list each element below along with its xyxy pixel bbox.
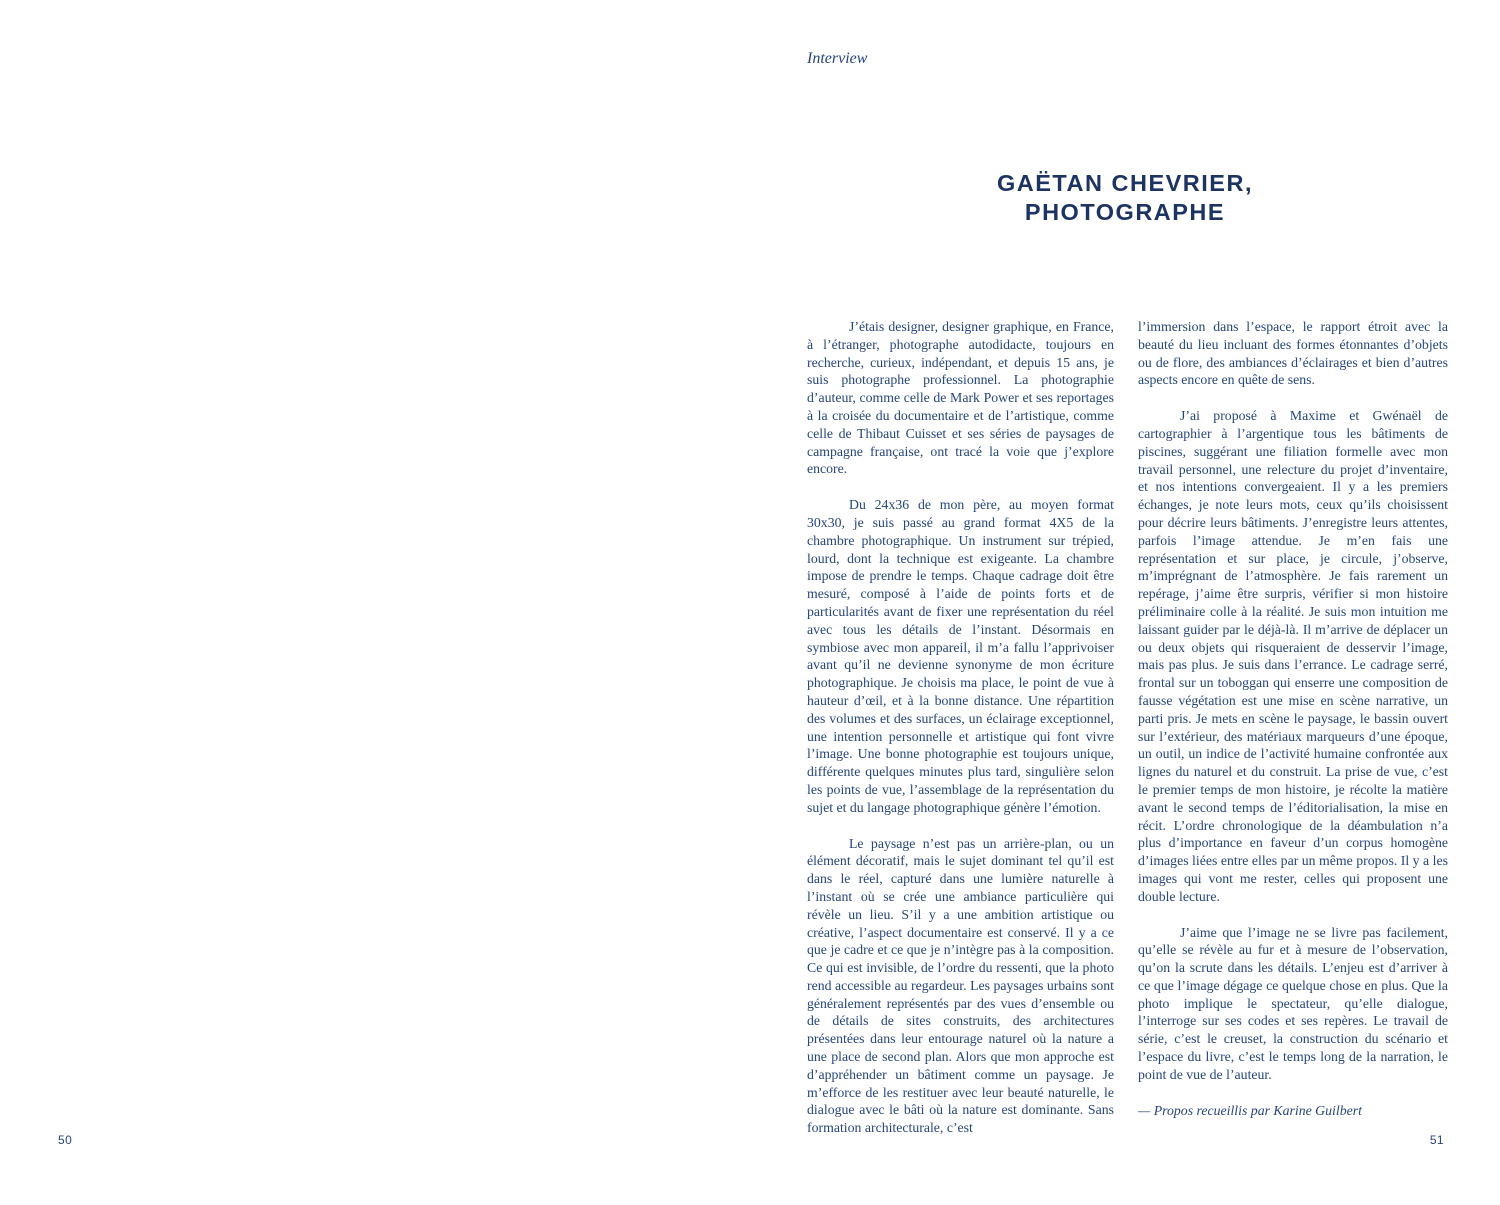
text-column-left bbox=[807, 318, 1114, 1155]
paragraph: J’aime que l’image ne se livre pas facilement, qu’elle se révèle au fur et à mesure de l’observation, qu’on la scrute dans les détails. L’enjeu est d’arriver à ce que l’image dégage ce quelque chose en plus. Que la photo implique le spectateur, qu’elle dialogue, l’interroge sur ses codes et ses repères. Le travail de série, c’est le creuset, la construction du scénario et l’espace du livre, c’est le temps long de la narration, le point de vue de l’auteur. bbox=[1138, 924, 1448, 1082]
paragraph: Le paysage n’est pas un arrière-plan, ou un élément décoratif, mais le sujet dominant tel qu’il est dans le réel, capturé dans une lumière naturelle à l’instant où se crée une ambiance particulière qui révèle un lieu. S’il y a une ambition artistique ou créative, l’aspect documentaire est conservé. Il y a ce que je cadre et ce que je n’intègre pas à la composition. Ce qui est invisible, de l’ordre du ressenti, que la photo rend accessible au regardeur. Les paysages urbains sont généralement représentés par des vues d’ensemble ou de détails de sites construits, des architectures présentées dans leur entourage naturel où la nature a une place de second plan. Alors que mon approche est d’appréhender un bâtiment comme un paysage. Je m’efforce de les restituer avec leur beauté naturelle, le dialogue avec le bâti où la nature est dominante. Sans formation architecturale, c’est bbox=[807, 835, 1114, 1136]
article-title-line1: GAËTAN CHEVRIER, bbox=[997, 170, 1253, 196]
article-title bbox=[750, 169, 1500, 226]
paragraph: Du 24x36 de mon père, au moyen format 30x30, je suis passé au grand format 4X5 de la chambre photographique. Un instrument sur trépied, lourd, dont la technique est exigeante. La chambre impose de prendre le temps. Chaque cadrage doit être mesuré, composé à l’aide de points forts et de particularités avant de fixer une représentation du réel avec tous les détails de l’instant. Désormais en symbiose avec mon appareil, il m’a fallu l’apprivoiser avant qu’il ne devienne synonyme de mon écriture photographique. Je choisis ma place, le point de vue à hauteur d’œil, et à la bonne distance. Une répartition des volumes et des surfaces, un éclairage exceptionnel, une intention personnelle et artistique qui font vivre l’image. Une bonne photographie est toujours unique, différente quelques minutes plus tard, singulière selon les points de vue, l’assemblage de la représentation du sujet et du langage photographique génère l’émotion. bbox=[807, 497, 1114, 815]
page-number-right: 51 bbox=[1429, 1133, 1444, 1147]
section-kicker: Interview bbox=[807, 50, 868, 67]
text-column-right bbox=[1138, 318, 1448, 1137]
paragraph: J’étais designer, designer graphique, en France, à l’étranger, photographe autodidacte, toujours en recherche, curieux, indépendant, et depuis 15 ans, je suis photographe professionnel. La photographie d’auteur, comme celle de Mark Power et ses reportages à la croisée du documentaire et de l’artistique, comme celle de Thibaut Cuisset et ses séries de paysages de campagne française, ont tracé la voie que j’explore encore. bbox=[807, 319, 1114, 477]
byline: — Propos recueillis par Karine Guilbert bbox=[1138, 1102, 1362, 1118]
paragraph: J’ai proposé à Maxime et Gwénaël de cartographier à l’argentique tous les bâtiments de piscines, suggérant une filiation formelle avec mon travail personnel, une relecture du projet d’inventaire, et nos intentions convergeaient. Il y a les premiers échanges, je note leurs mots, ceux qu’ils choisissent pour décrire leurs bâtiments. J’enregistre leurs attentes, parfois l’image attendue. Je m’en fais une représentation et sur place, je circule, j’observe, m’imprégnant de l’atmosphère. Je fais rarement un repérage, j’aime être surpris, vérifier si mon histoire préliminaire colle à la réalité. Je suis mon intuition me laissant guider par le déjà-là. Il m’arrive de déplacer un ou deux objets qui risqueraient de desservir l’image, mais pas plus. Je suis dans l’errance. Le cadrage serré, frontal sur un toboggan qui enserre une composition de fausse végétation est une mise en scène narrative, un parti pris. Je mets en scène le paysage, le bassin ouvert sur l’extérieur, des matériaux marqueurs d’une époque, un outil, un indice de l’activité humaine confrontée aux lignes du naturel et du construit. La prise de vue, c’est le premier temps de mon histoire, je récolte la matière avant le second temps de l’éditorialisation, la mise en récit. L’ordre chronologique de la déambulation n’a plus d’importance en faveur d’un corpus homogène d’images liées entre elles par un même propos. Il y a les images qui vont me rester, celles qui proposent une double lecture. bbox=[1138, 408, 1448, 904]
article-title-line2: PHOTOGRAPHE bbox=[1024, 198, 1226, 225]
paragraph-continuation: l’immersion dans l’espace, le rapport étroit avec la beauté du lieu incluant des formes étonnantes d’objets ou de flore, des ambiances d’éclairages et bien d’autres aspects encore en quête de sens. bbox=[1138, 319, 1448, 388]
page-number-left: 50 bbox=[58, 1133, 73, 1147]
